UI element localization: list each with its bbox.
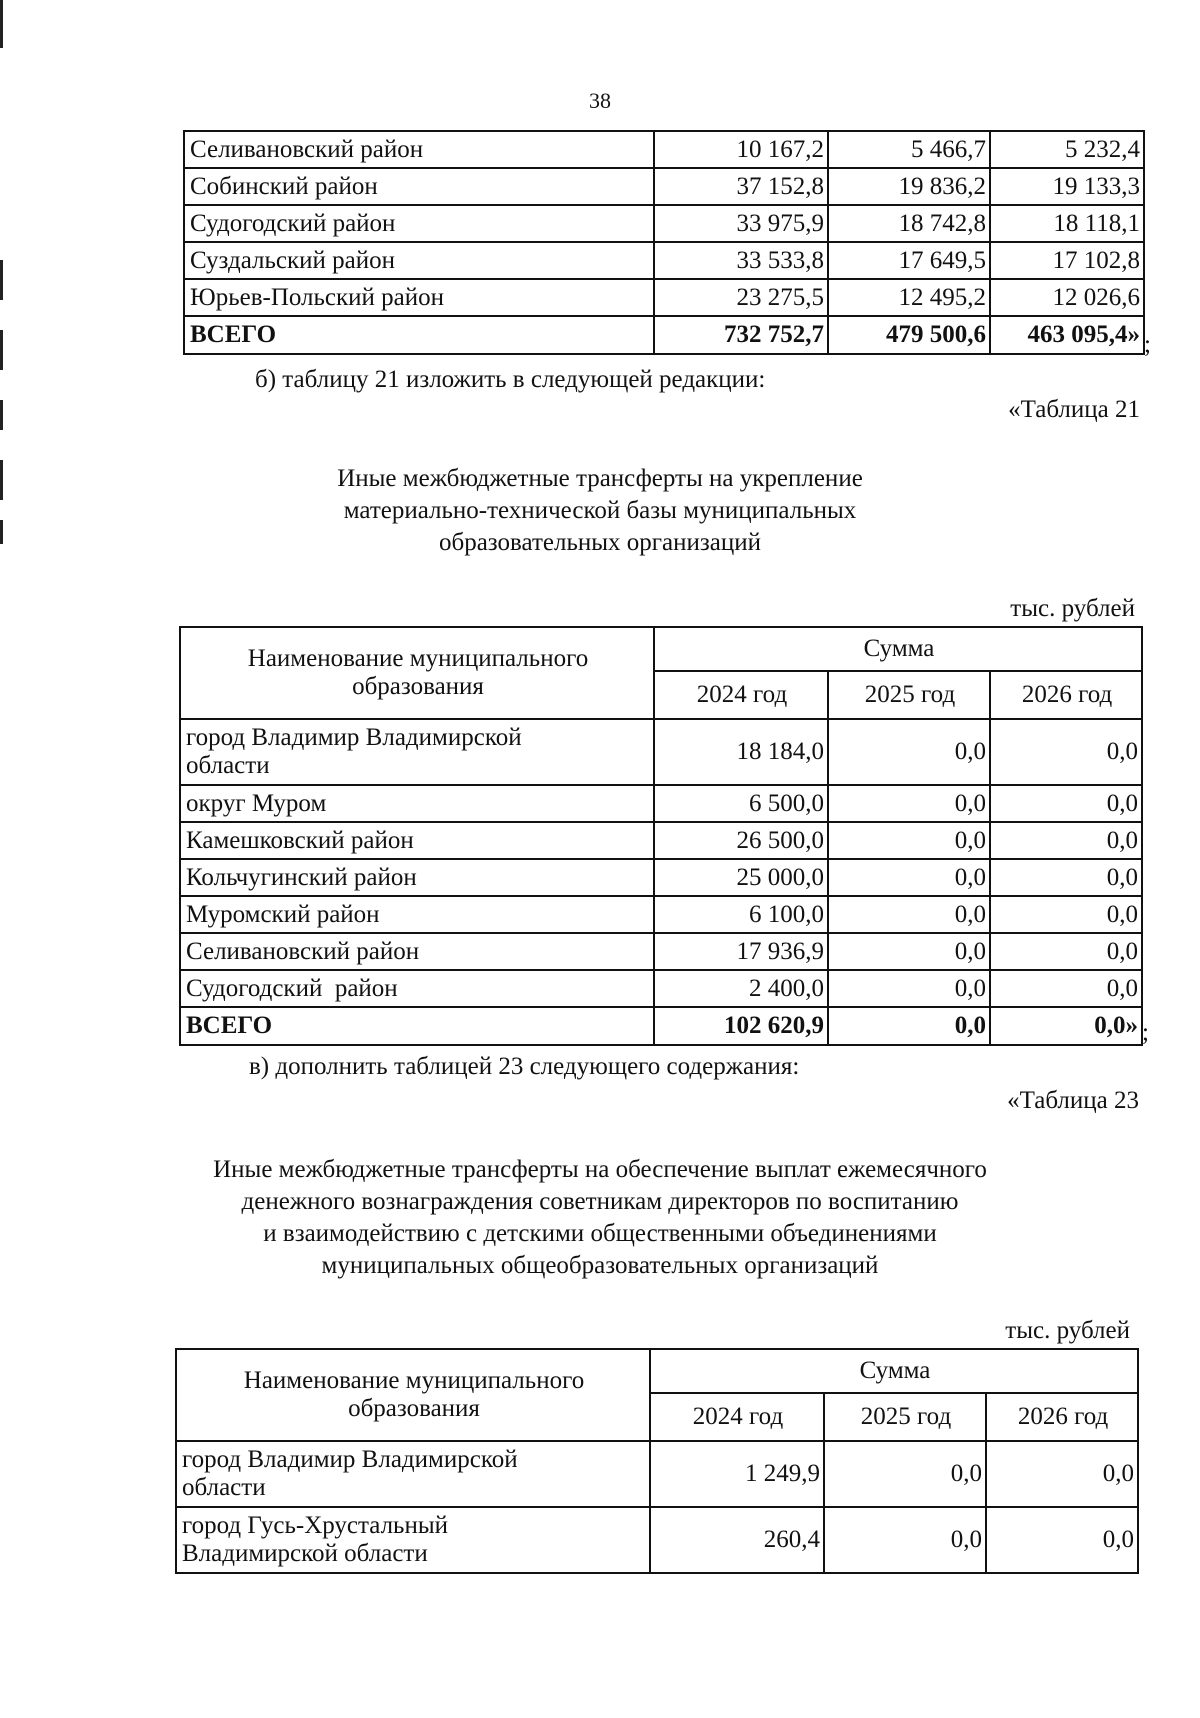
table23-label: «Таблица 23 (1007, 1087, 1139, 1114)
row-name-line: город Владимир Владимирской (186, 724, 522, 751)
row-name: Кольчугинский район (180, 859, 654, 896)
value-2024: 33 533,8 (654, 242, 828, 279)
row-name: округ Муром (180, 785, 654, 822)
table-row (176, 1507, 1138, 1573)
table21-title (0, 463, 1200, 559)
table-21 (179, 626, 1143, 1046)
value-2024: 23 275,5 (654, 279, 828, 316)
row-name: Собинский район (184, 168, 654, 205)
header-2026: 2026 год (990, 671, 1142, 719)
value-2025: 0,0 (824, 1441, 986, 1507)
header-sum: Сумма (650, 1349, 1138, 1393)
value-2025: 18 742,8 (828, 205, 990, 242)
header-name (180, 627, 654, 719)
table-row (184, 131, 1144, 168)
value-2024: 1 249,9 (650, 1441, 824, 1507)
row-name: Суздальский район (184, 242, 654, 279)
value-2025: 19 836,2 (828, 168, 990, 205)
value-2025: 0,0 (824, 1507, 986, 1573)
row-name-line: области (182, 1474, 266, 1501)
value-2024: 33 975,9 (654, 205, 828, 242)
page-number: 38 (589, 88, 611, 113)
row-name-line: город Владимир Владимирской (182, 1446, 518, 1473)
row-name: Камешковский район (180, 822, 654, 859)
total-2026: 0,0» (990, 1007, 1142, 1045)
closing-semicolon: ; (1144, 331, 1151, 358)
value-2024: 18 184,0 (654, 719, 828, 785)
total-2026 (990, 316, 1144, 354)
header-name-line: Наименование муниципального (243, 1367, 585, 1394)
value-2026: 0,0 (986, 1507, 1138, 1573)
title-line: и взаимодействию с детскими общественными объединениями (263, 1220, 937, 1247)
value-2026: 0,0 (990, 822, 1142, 859)
value-2024: 2 400,0 (654, 970, 828, 1007)
value-2025: 0,0 (828, 896, 990, 933)
value-2025: 0,0 (828, 933, 990, 970)
header-2024: 2024 год (654, 671, 828, 719)
value-2024: 260,4 (650, 1507, 824, 1573)
value-2024: 37 152,8 (654, 168, 828, 205)
value-2024: 26 500,0 (654, 822, 828, 859)
scan-edge-mark (0, 0, 3, 48)
row-name-line: Владимирской области (182, 1540, 428, 1567)
value-2026: 17 102,8 (990, 242, 1144, 279)
total-row (184, 316, 1144, 354)
row-name: Судогодский район (180, 970, 654, 1007)
value-2026: 0,0 (990, 933, 1142, 970)
total-2024: 102 620,9 (654, 1007, 828, 1045)
value-2025: 0,0 (828, 719, 990, 785)
value-2026: 5 232,4 (990, 131, 1144, 168)
table-row (180, 785, 1142, 822)
header-2024: 2024 год (650, 1393, 824, 1441)
row-name (180, 719, 654, 785)
value-2025: 0,0 (828, 785, 990, 822)
total-row (180, 1007, 1142, 1045)
value-2024: 10 167,2 (654, 131, 828, 168)
title-line: образовательных организаций (438, 529, 761, 556)
value-2025: 0,0 (828, 970, 990, 1007)
total-label: ВСЕГО (180, 1007, 654, 1045)
value-2024: 6 500,0 (654, 785, 828, 822)
value-2025: 17 649,5 (828, 242, 990, 279)
header-name-line: образования (348, 1395, 480, 1422)
total-label: ВСЕГО (184, 316, 654, 354)
row-name: Юрьев-Польский район (184, 279, 654, 316)
table23-units: тыс. рублей (1005, 1317, 1130, 1344)
table-row (180, 970, 1142, 1007)
instruction-b: б) таблицу 21 изложить в следующей редакции: (255, 366, 766, 393)
row-name (176, 1441, 650, 1507)
row-name: Селивановский район (184, 131, 654, 168)
value-2026: 19 133,3 (990, 168, 1144, 205)
value-2026: 12 026,6 (990, 279, 1144, 316)
value-2025: 5 466,7 (828, 131, 990, 168)
scan-edge-mark (0, 260, 3, 300)
value-2025: 0,0 (828, 859, 990, 896)
table-row (180, 822, 1142, 859)
value-2024: 6 100,0 (654, 896, 828, 933)
value-2026: 0,0 (986, 1441, 1138, 1507)
table-row (184, 168, 1144, 205)
table-row (184, 205, 1144, 242)
total-2025: 479 500,6 (828, 316, 990, 354)
header-2026: 2026 год (986, 1393, 1138, 1441)
row-name-line: области (186, 752, 270, 779)
table-23 (175, 1348, 1139, 1574)
instruction-c: в) дополнить таблицей 23 следующего содержания: (249, 1053, 800, 1080)
header-name (176, 1349, 650, 1441)
table-row (180, 896, 1142, 933)
title-line: Иные межбюджетные трансферты на обеспечение выплат ежемесячного (213, 1156, 987, 1183)
total-2025: 0,0 (828, 1007, 990, 1045)
value-2026: 0,0 (990, 970, 1142, 1007)
total-2024: 732 752,7 (654, 316, 828, 354)
value-2026: 0,0 (990, 785, 1142, 822)
table-continuation (183, 130, 1145, 355)
table23-title (0, 1154, 1200, 1282)
header-sum: Сумма (654, 627, 1142, 671)
title-line: материально-технической базы муниципальных (343, 497, 857, 524)
scan-edge-mark (0, 400, 3, 430)
title-line: денежного вознаграждения советникам директоров по воспитанию (241, 1188, 959, 1215)
title-line: Иные межбюджетные трансферты на укрепление (337, 465, 863, 492)
value-2026: 0,0 (990, 896, 1142, 933)
table21-label: «Таблица 21 (1008, 396, 1140, 423)
value-2026: 18 118,1 (990, 205, 1144, 242)
row-name-line: город Гусь-Хрустальный (182, 1512, 449, 1539)
row-name: Селивановский район (180, 933, 654, 970)
row-name: Муромский район (180, 896, 654, 933)
total-2026-value: 463 095,4» (1027, 321, 1140, 348)
value-2024: 17 936,9 (654, 933, 828, 970)
scan-edge-mark (0, 330, 3, 370)
header-name-line: образования (352, 673, 484, 700)
table-row (184, 242, 1144, 279)
header-2025: 2025 год (828, 671, 990, 719)
value-2026: 0,0 (990, 719, 1142, 785)
value-2026: 0,0 (990, 859, 1142, 896)
table21-units: тыс. рублей (1010, 595, 1135, 622)
value-2025: 12 495,2 (828, 279, 990, 316)
value-2025: 0,0 (828, 822, 990, 859)
table-row (184, 279, 1144, 316)
row-name: Судогодский район (184, 205, 654, 242)
table-row (180, 859, 1142, 896)
closing-semicolon: ; (1142, 1019, 1149, 1046)
table-row (176, 1441, 1138, 1507)
title-line: муниципальных общеобразовательных организаций (321, 1252, 879, 1279)
header-2025: 2025 год (824, 1393, 986, 1441)
value-2024: 25 000,0 (654, 859, 828, 896)
header-name-line: Наименование муниципального (247, 645, 589, 672)
table-row (180, 719, 1142, 785)
row-name (176, 1507, 650, 1573)
table-row (180, 933, 1142, 970)
